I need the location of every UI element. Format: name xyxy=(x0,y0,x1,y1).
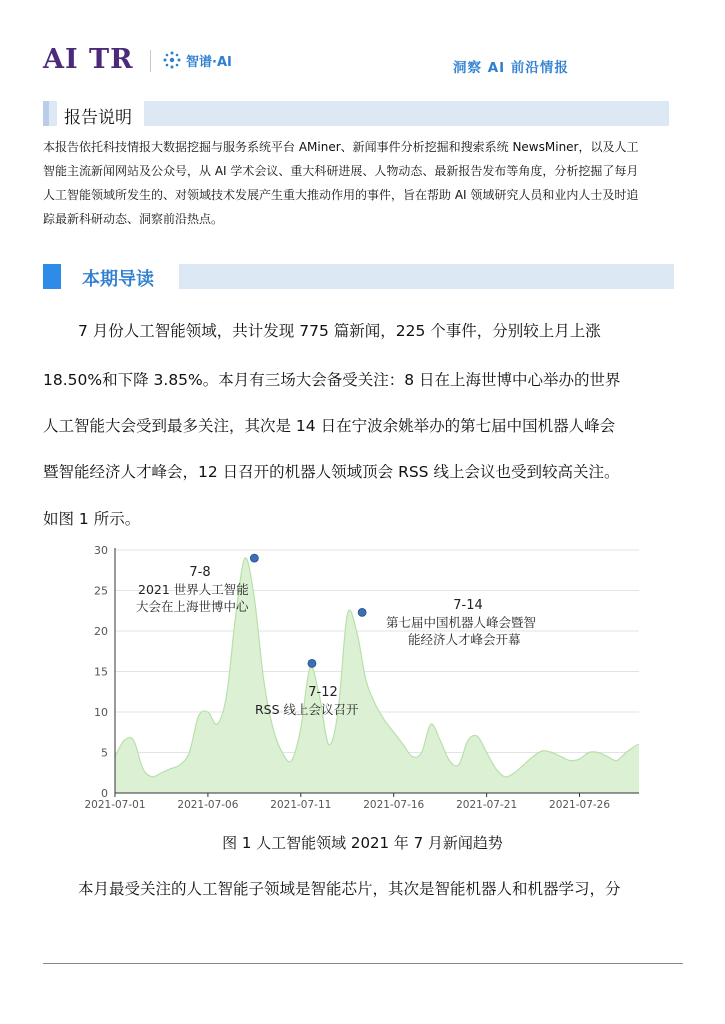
report-note-line: 踪最新科研动态、洞察前沿热点。 xyxy=(43,212,224,226)
annotation-text: 2021 世界人工智能 xyxy=(138,582,249,597)
y-tick-label: 0 xyxy=(101,787,108,800)
zhipu-logo-text: 智谱·AI xyxy=(186,54,232,70)
y-tick-label: 25 xyxy=(94,584,108,598)
annotation-text: 第七届中国机器人峰会暨智 xyxy=(386,615,537,630)
y-tick-label: 20 xyxy=(94,625,108,638)
aitr-logo: AI TR xyxy=(43,44,134,75)
annotation-text: RSS 线上会议召开 xyxy=(255,702,359,717)
x-tick-label: 2021-07-06 xyxy=(177,799,239,811)
report-note-marker xyxy=(43,101,49,126)
annotation-marker xyxy=(250,554,258,562)
annotation-marker xyxy=(358,608,366,616)
report-note-body xyxy=(43,135,683,231)
annotation-text: 大会在上海世博中心 xyxy=(136,599,249,614)
annotation-date: 7-12 xyxy=(308,685,338,700)
logo-divider xyxy=(150,50,151,72)
guide-paragraph-line: 如图 1 所示。 xyxy=(43,510,141,528)
report-note-title: 报告说明 xyxy=(64,108,132,128)
y-tick-label: 10 xyxy=(94,706,108,719)
x-tick-label: 2021-07-26 xyxy=(549,799,611,811)
zhipu-dots-icon xyxy=(162,50,182,70)
report-note-line: 人工智能领域所发生的、对领域技术发展产生重大推动作用的事件，旨在帮助 AI 领域研究人员和业内人士及时追 xyxy=(43,188,639,202)
y-tick-label: 30 xyxy=(94,544,108,557)
x-tick-label: 2021-07-11 xyxy=(270,799,332,811)
guide-title: 本期导读 xyxy=(82,269,154,290)
guide-marker xyxy=(43,264,61,289)
x-tick-label: 2021-07-21 xyxy=(456,799,518,811)
guide-next-line: 本月最受关注的人工智能子领域是智能芯片，其次是智能机器人和机器学习，分 xyxy=(78,880,621,898)
report-note-line: 本报告依托科技情报大数据挖掘与服务系统平台 AMiner、新闻事件分析挖掘和搜索系统 NewsMiner，以及人工 xyxy=(43,140,639,154)
guide-paragraph-line: 人工智能大会受到最多关注，其次是 14 日在宁波余姚举办的第七届中国机器人峰会 xyxy=(43,417,616,435)
zhipu-logo xyxy=(162,50,232,70)
header-tagline: 洞察 AI 前沿情报 xyxy=(453,60,569,76)
annotation-text: 能经济人才峰会开幕 xyxy=(408,632,521,647)
annotation-date: 7-14 xyxy=(453,598,483,613)
x-tick-label: 2021-07-16 xyxy=(363,799,425,811)
y-tick-label: 5 xyxy=(101,746,108,760)
guide-paragraph-line: 18.50%和下降 3.85%。本月有三场大会备受关注：8 日在上海世博中心举办的世界 xyxy=(43,371,621,389)
report-note-line: 智能主流新闻网站及公众号，从 AI 学术会议、重大科研进展、人物动态、最新报告发布等角度，分析挖掘了每月 xyxy=(43,164,639,178)
guide-paragraph-line: 7 月份人工智能领域，共计发现 775 篇新闻，225 个事件，分别较上月上涨 xyxy=(78,322,601,340)
figure-caption: 图 1 人工智能领域 2021 年 7 月新闻趋势 xyxy=(222,834,503,852)
footer-divider xyxy=(43,963,683,964)
y-tick-label: 15 xyxy=(94,665,108,679)
annotation-marker xyxy=(308,659,316,667)
annotation-date: 7-8 xyxy=(189,565,211,580)
guide-paragraph-line: 暨智能经济人才峰会，12 日召开的机器人领域顶会 RSS 线上会议也受到较高关注。 xyxy=(43,463,620,481)
x-tick-label: 2021-07-01 xyxy=(84,799,146,811)
news-trend-chart xyxy=(70,538,650,818)
